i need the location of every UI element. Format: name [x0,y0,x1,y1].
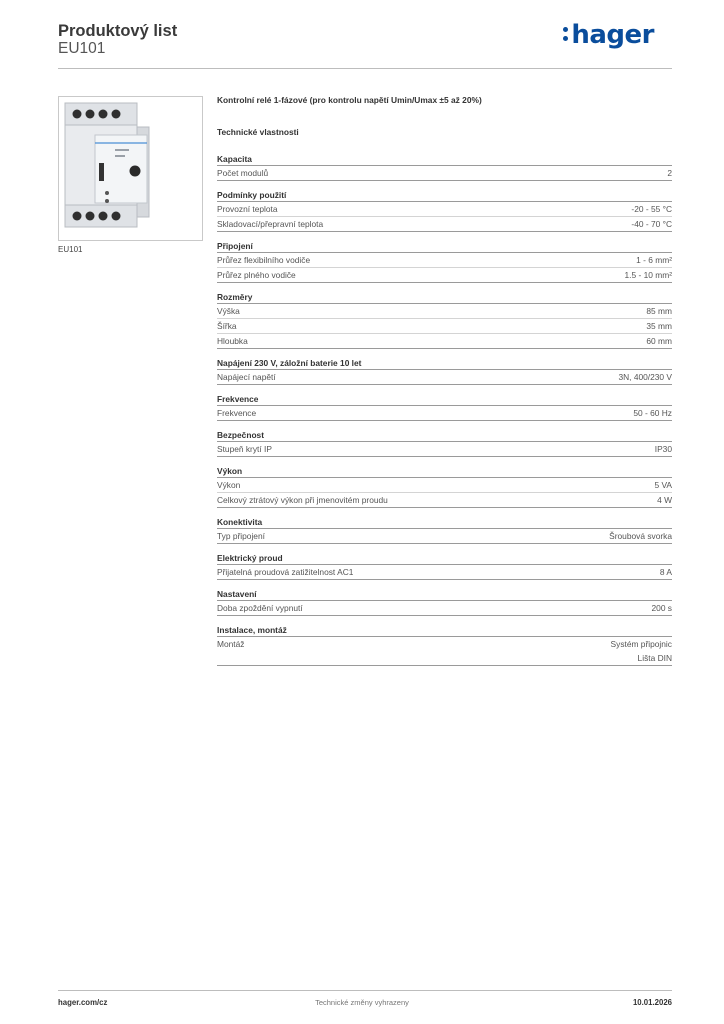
spec-value: Systém připojnic Lišta DIN [610,639,672,663]
product-description: Kontrolní relé 1-fázové (pro kontrolu napětí Umin/Umax ±5 až 20%) [217,95,482,105]
spec-value: 60 mm [646,336,672,346]
spec-section [217,624,672,666]
spec-section [217,429,672,457]
spec-label: Provozní teplota [217,204,278,214]
spec-row [217,319,672,334]
spec-sections [217,153,672,666]
spec-row [217,334,672,349]
spec-value: Šroubová svorka [609,531,672,541]
footer-date: 10.01.2026 [632,998,672,1007]
spec-row [217,406,672,421]
spec-row [217,253,672,268]
relay-device-icon [59,97,202,240]
spec-row [217,202,672,217]
spec-label: Výkon [217,480,241,490]
section-title: Kapacita [217,153,672,166]
spec-label: Frekvence [217,408,257,418]
header-divider [58,68,672,69]
section-title: Frekvence [217,393,672,406]
spec-label: Doba zpoždění vypnutí [217,603,303,613]
spec-value: 4 W [657,495,672,505]
spec-value: 1.5 - 10 mm² [624,270,672,280]
spec-label: Průřez flexibilního vodiče [217,255,311,265]
spec-value: 1 - 6 mm² [636,255,672,265]
spec-row [217,601,672,616]
spec-section [217,153,672,181]
spec-value: 200 s [651,603,672,613]
section-title: Elektrický proud [217,552,672,565]
product-image [58,96,203,241]
spec-row [217,370,672,385]
section-title: Rozměry [217,291,672,304]
product-code: EU101 [58,40,106,57]
footer-website: hager.com/cz [58,998,108,1007]
page-header [58,20,672,70]
section-title: Konektivita [217,516,672,529]
spec-label: Šířka [217,321,237,331]
spec-section [217,240,672,283]
spec-label: Stupeň krytí IP [217,444,272,454]
spec-row [217,565,672,580]
section-title: Podmínky použití [217,189,672,202]
spec-row [217,637,672,666]
spec-label: Počet modulů [217,168,269,178]
spec-label: Montáž [217,639,245,649]
section-title: Připojení [217,240,672,253]
spec-value: -20 - 55 °C [631,204,672,214]
section-title: Napájení 230 V, záložní baterie 10 let [217,357,672,370]
spec-row [217,493,672,508]
section-title: Instalace, montáž [217,624,672,637]
tech-heading: Technické vlastnosti [217,127,299,137]
spec-section [217,516,672,544]
spec-row [217,268,672,283]
spec-label: Typ připojení [217,531,265,541]
spec-row [217,166,672,181]
spec-row [217,304,672,319]
spec-section [217,357,672,385]
spec-row [217,478,672,493]
spec-section [217,588,672,616]
section-title: Nastavení [217,588,672,601]
spec-label: Skladovací/přepravní teplota [217,219,324,229]
footer-disclaimer: Technické změny vyhrazeny [315,998,409,1007]
spec-section [217,465,672,508]
hager-logo [563,20,654,50]
spec-label: Hloubka [217,336,248,346]
spec-value: 85 mm [646,306,672,316]
spec-value: -40 - 70 °C [631,219,672,229]
spec-value: 8 A [659,567,672,577]
spec-section [217,552,672,580]
spec-value: 50 - 60 Hz [633,408,672,418]
section-title: Výkon [217,465,672,478]
page-title: Produktový list [58,22,178,40]
spec-section [217,393,672,421]
spec-value: 3N, 400/230 V [618,372,672,382]
spec-label: Výška [217,306,240,316]
logo-dots-icon [563,23,569,43]
footer-divider [58,990,672,991]
spec-row [217,529,672,544]
spec-label: Celkový ztrátový výkon při jmenovitém proudu [217,495,388,505]
spec-label: Průřez plného vodiče [217,270,296,280]
spec-section [217,189,672,232]
spec-row [217,217,672,232]
spec-section [217,291,672,349]
section-title: Bezpečnost [217,429,672,442]
spec-row [217,442,672,457]
spec-value: 5 VA [654,480,672,490]
spec-value: 35 mm [646,321,672,331]
spec-label: Napájecí napětí [217,372,276,382]
specifications [217,95,672,666]
image-caption: EU101 [58,245,83,254]
spec-value: IP30 [654,444,672,454]
spec-value: 2 [667,168,672,178]
logo-text: hager [571,20,654,50]
spec-label: Přijatelná proudová zatižitelnost AC1 [217,567,354,577]
